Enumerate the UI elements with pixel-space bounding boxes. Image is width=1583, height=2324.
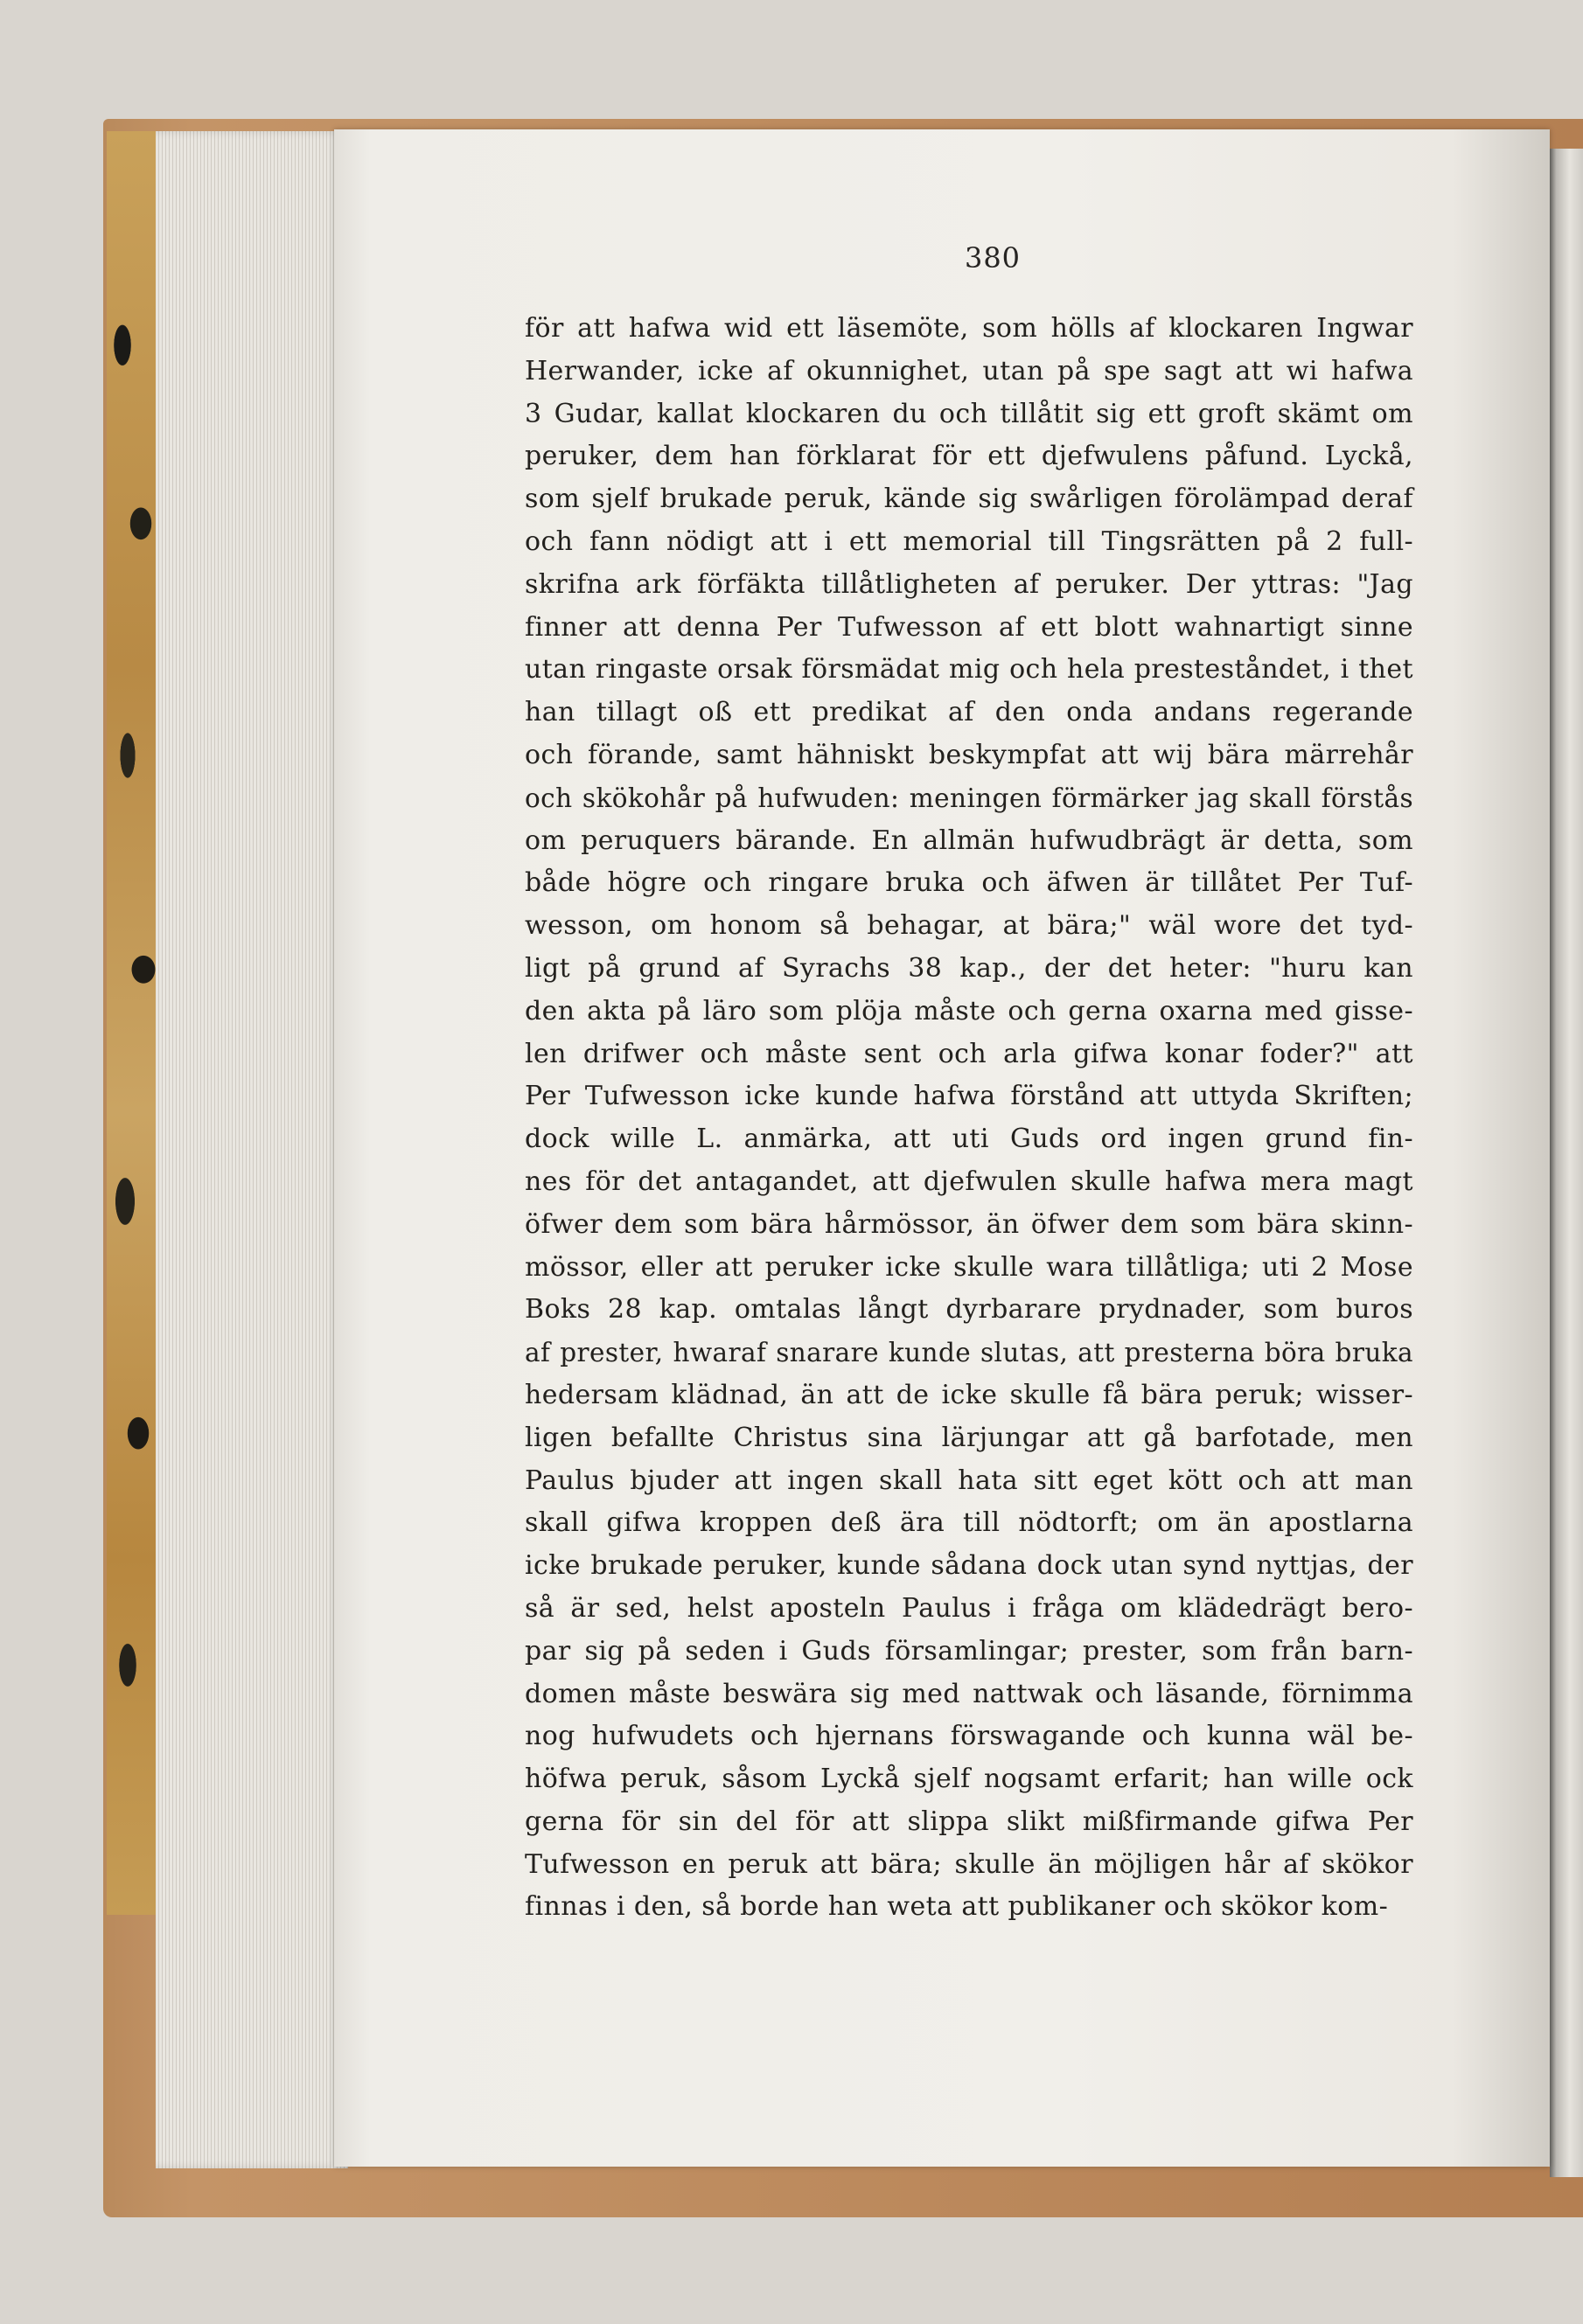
text-line: nes för det antagandet, att djefwulen skulle hafwa mera magt [525,1165,1413,1197]
text-line: Boks 28 kap. omtalas långt dyrbarare prydnader, som buros [525,1294,1413,1326]
text-line: skrifna ark förfäkta tillåtligheten af peruker. Der yttras: "Jag [525,568,1413,600]
text-line: mössor, eller att peruker icke skulle wara tillåtliga; uti 2 Mose [525,1251,1413,1283]
text-line: peruker, dem han förklarat för ett djefwulens påfund. Lyckå, [525,441,1413,472]
text-line: finnas i den, så borde han weta att publikaner och skökor kom- [525,1891,1389,1923]
text-line: finner att denna Per Tufwesson af ett blott wahnartigt sinne [525,611,1413,643]
text-line: par sig på seden i Guds församlingar; prester, som från barn- [525,1635,1413,1666]
text-line: hedersam klädnad, än att de icke skulle få bära peruk; wisser- [525,1379,1413,1410]
text-line: och skökohår på hufwuden: meningen förmärker jag skall förstås [525,783,1413,813]
text-line: len drifwer och måste sent och arla gifwa konar foder?" att [525,1038,1413,1069]
text-line: Tufwesson en peruk att bära; skulle än möjligen hår af skökor [525,1848,1413,1880]
text-line: utan ringaste orsak försmädat mig och hela presteståndet, i thet [525,654,1413,685]
text-line: om peruquers bärande. En allmän hufwudbrägt är detta, som [525,825,1413,856]
text-line: Herwander, icke af okunnighet, utan på spe sagt att wi hafwa [525,355,1413,386]
text-line: och förande, samt hähniskt beskympfat att wij bära märrehår [525,739,1413,770]
text-line: den akta på läro som plöja måste och gerna oxarna med gisse- [525,995,1413,1026]
text-line: Paulus bjuder att ingen skall hata sitt eget kött och att man [525,1465,1413,1496]
text-line: Per Tufwesson icke kunde hafwa förstånd att uttyda Skriften; [525,1081,1413,1112]
text-line: domen måste beswära sig med nattwak och läsande, förnimma [525,1678,1413,1709]
text-line: öfwer dem som bära hårmössor, än öfwer dem som bära skinn- [525,1208,1413,1240]
text-line: ligen befallte Christus sina lärjungar att gå barfotade, men [525,1422,1413,1453]
facing-page-edge [1550,149,1583,2177]
text-line: af prester, hwaraf snarare kunde slutas, att presterna böra bruka [525,1338,1413,1368]
text-line: så är sed, helst aposteln Paulus i fråga om klädedrägt bero- [525,1592,1413,1624]
text-line: icke brukade peruker, kunde sådana dock utan synd nyttjas, der [525,1550,1413,1582]
page-edges [156,131,348,2168]
text-line: dock wille L. anmärka, att uti Guds ord ingen grund fin- [525,1124,1413,1155]
marbled-endpaper [107,131,159,1915]
text-line: höfwa peruk, såsom Lyckå sjelf nogsamt erfarit; han wille ock [525,1764,1413,1795]
body-text [525,308,1413,1929]
text-line: och fann nödigt att i ett memorial till Tingsrätten på 2 full- [525,525,1413,557]
text-line: han tillagt oß ett predikat af den onda andans regerande [525,697,1413,728]
text-line: gerna för sin del för att slippa slikt mißfirmande gifwa Per [525,1806,1413,1837]
text-line: för att hafwa wid ett läsemöte, som hölls af klockaren Ingwar [525,313,1413,344]
text-line: både högre och ringare bruka och äfwen är tillåtet Per Tuf- [525,867,1413,899]
text-line: wesson, om honom så behagar, at bära;" wäl wore det tyd- [525,910,1413,942]
text-line: ligt på grund af Syrachs 38 kap., der det heter: "huru kan [525,952,1413,984]
text-line: som sjelf brukade peruk, kände sig swårligen förolämpad deraf [525,484,1413,515]
text-line: 3 Gudar, kallat klockaren du och tillåtit sig ett groft skämt om [525,398,1413,429]
text-line: nog hufwudets och hjernans förswagande och kunna wäl be- [525,1721,1413,1752]
page-number: 380 [964,241,1022,275]
text-line: skall gifwa kroppen deß ära till nödtorft; om än apostlarna [525,1507,1413,1539]
